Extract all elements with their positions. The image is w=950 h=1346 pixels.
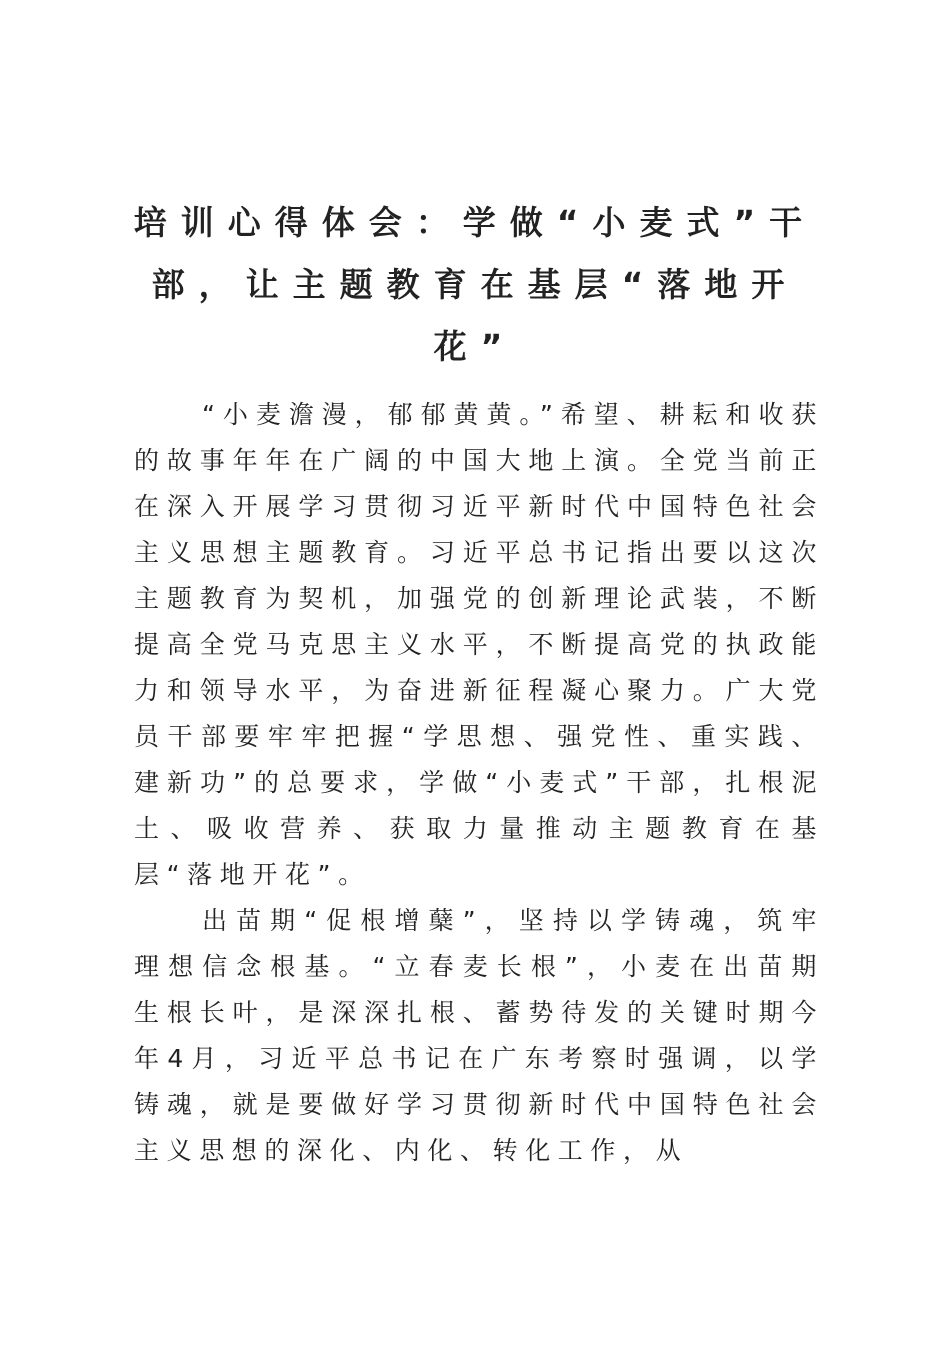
paragraph-intro: “小麦澹漫，郁郁黄黄。”希望、耕耘和收获的故事年年在广阔的中国大地上演。全党当前正在深入开展学习贯彻习近平新时代中国特色社会主义思想主题教育。习近平总书记指出要以这次主题教育为契机，加强党的创新理论武装，不断提高全党马克思主义水平，不断提高党的执政能力和领导水平，为奋进新征程凝心聚力。广大党员干部要牢牢把握“学思想、强党性、重实践、建新功”的总要求，学做“小麦式”干部，扎根泥土、吸收营养、获取力量推动主题教育在基层“落地开花”。	[134, 400, 824, 889]
paragraph-seedling-stage: 出苗期“促根增蘖”，坚持以学铸魂，筑牢理想信念根基。“立春麦长根”，小麦在出苗期生根长叶，是深深扎根、蓄势待发的关键时期今年4月，习近平总书记在广东考察时强调，以学铸魂，就是要做好学习贯彻新时代中国特色社会主义思想的深化、内化、转化工作，从	[134, 906, 824, 1165]
document-body	[134, 392, 824, 1174]
document-title: 培训心得体会：学做“小麦式”干部，让主题教育在基层“落地开花”	[133, 203, 817, 366]
